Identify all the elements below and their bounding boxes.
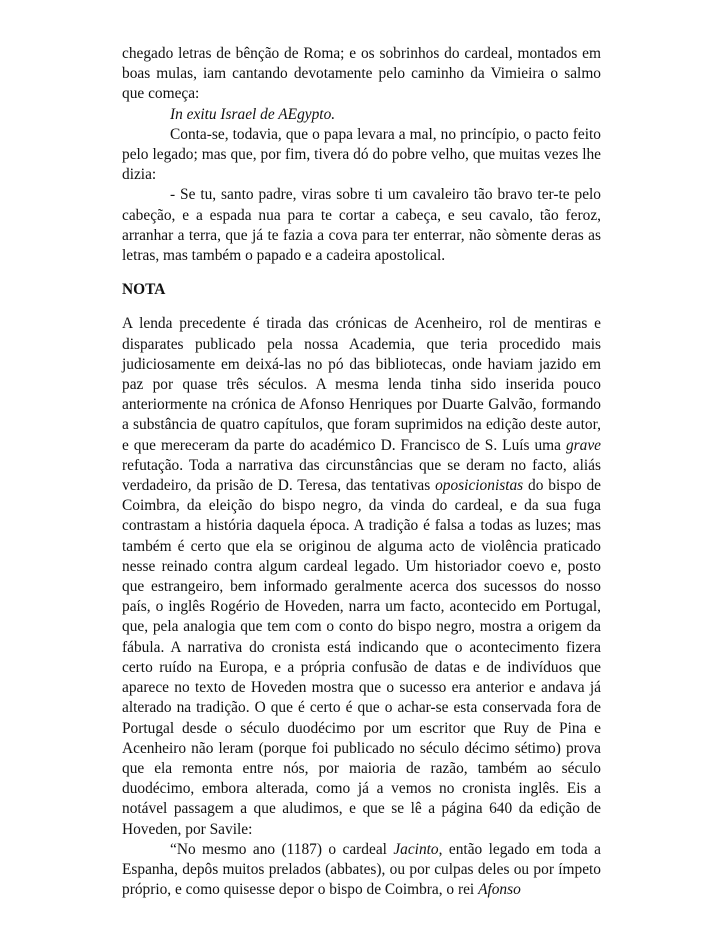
section-heading: NOTA [122, 281, 166, 299]
note-emphasis-grave: grave [565, 436, 601, 454]
paragraph-note [122, 314, 601, 839]
quote-emphasis-jacinto: Jacinto [393, 840, 439, 858]
quote-text-part-1: “No mesmo ano (1187) o cardeal [170, 840, 394, 858]
quote-text-part-2: , então legado em toda a Espanha, depôs muitos prelados (abbates), ou por culpas deles ou por ímpeto próprio, e como quisesse depor o bispo de Coimbra, o rei [122, 840, 601, 899]
paragraph-pope: Conta-se, todavia, que o papa levara a mal, no princípio, o pacto feito pelo legado; mas que, por fim, tivera dó do pobre velho, que muitas vezes lhe dizia: [122, 125, 601, 184]
note-text-part-1: A lenda precedente é tirada das crónicas de Acenheiro, rol de mentiras e disparates publicado pela nossa Academia, que teria procedido mais judiciosamente em deixá-las no pó das bibliotecas, onde haviam jazido em paz por quase três séculos. A mesma lenda tinha sido inserida pouco anteriormente na crónica de Afonso Henriques por Duarte Galvão, formando a substância de quatro capítulos, que foram suprimidos na edição deste autor, e que mereceram da parte do académico D. Francisco de S. Luís uma [122, 315, 601, 454]
psalm-quote [122, 105, 601, 125]
paragraph-hoveden-quote [122, 840, 601, 901]
note-text-part-3: do bispo de Coimbra, da eleição do bispo negro, da vinda do cardeal, e da sua fuga contrastam a história daquela época. A tradição é falsa a todas as luzes; mas também é certo que ela se originou de alguma acto de violência praticado nesse reinado contra algum cardeal legado. Um historiador coevo e, posto que estrangeiro, bem informado geralmente acerca dos sucessos do nosso país, o inglês Rogério de Hoveden, narra um facto, acontecido em Portugal, que, pela analogia que tem com o conto do bispo negro, mostra a origem da fábula. A narrativa do cronista está indicando que o acontecimento fizera certo ruído na Europa, e a própria confusão de datas e de indivíduos que aparece no texto de Hoveden mostra que o sucesso era anterior e andava já alterado na tradição. O que é certo é que o achar-se esta conservada fora de Portugal desde o século duodécimo por um escritor que Ruy de Pina e Acenheiro não leram (porque foi publicado no século décimo sétimo) prova que ela remonta entre nós, por maioria de razão, também ao século duodécimo, embora alterada, como já a vemos no cronista inglês. Eis a notável passagem a que aludimos, e que se lê a página 640 da edição de Hoveden, por Savile: [122, 477, 601, 838]
document-page [122, 44, 601, 900]
paragraph-speech: - Se tu, santo padre, viras sobre ti um cavaleiro tão bravo ter-te pelo cabeção, e a espada nua para te cortar a cabeça, e seu cavalo, tão feroz, arranhar a terra, que já te fazia a cova para ter enterrar, não sòmente deras as letras, mas também o papado e a cadeira apostolical. [122, 186, 601, 265]
paragraph-intro: chegado letras de bênção de Roma; e os sobrinhos do cardeal, montados em boas mulas, iam cantando devotamente pelo caminho da Vimieira o salmo que começa: [122, 45, 601, 103]
quote-emphasis-afonso: Afonso [478, 881, 521, 899]
note-text-part-2: refutação. Toda a narrativa das circunstâncias que se deram no facto, aliás verdadeiro, da prisão de D. Teresa, das tentativas [122, 456, 601, 495]
psalm-title: In exitu Israel de AEgypto. [170, 105, 336, 123]
note-emphasis-oposicionistas: oposicionistas [435, 477, 524, 495]
